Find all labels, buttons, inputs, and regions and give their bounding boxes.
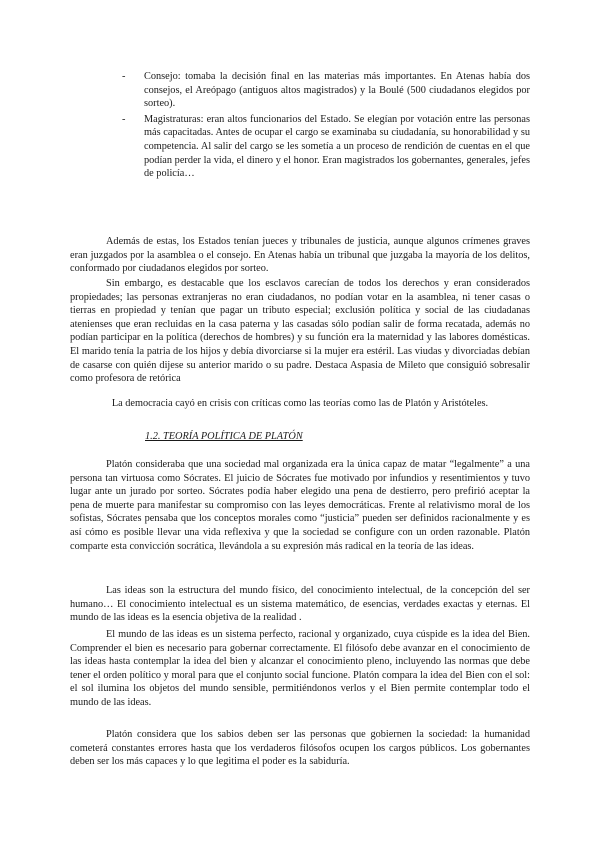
paragraph-esclavos: Sin embargo, es destacable que los esclavos carecían de todos los derechos y eran considerados propiedades; las personas extranjeras no eran ciudadanos, no podían votar en la asamblea, ni tener casas o tierras en propiedad y tenían que pagar un tributo especial; exclusión política y social de las ciudadanas atenienses que eran recluidas en la casa paterna y las casadas sólo podían salir de forma recatada, además no podían participar en la política (derechos de hombres) y su función era la maternidad y las labores domésticas. El marido tenía la patria de los hijos y debía divorciarse si la mujer era estéril. Las viudas y divorciadas debían de casarse con quién dijese su anterior marido o su padre. Destaca Aspasia de Mileto que consiguió sobresalir como profesora de retórica bbox=[70, 278, 530, 385]
bullet-item-magistraturas bbox=[122, 113, 530, 181]
bullet-marker: - bbox=[122, 71, 126, 82]
paragraph-sabios: Platón considera que los sabios deben ser las personas que gobiernen la sociedad: la humanidad cometerá constantes errores hasta que los verdaderos filósofos ocupen los cargos públicos. Los gobernantes deben ser los más capaces y lo que legitima el poder es la sabiduría. bbox=[70, 729, 530, 768]
bullet-text: Magistraturas: eran altos funcionarios del Estado. Se elegían por votación entre las personas más capacitadas. Antes de ocupar el cargo se examinaba su ciudadanía, su honorabilidad y su competencia. Al salir del cargo se les sometía a un proceso de rendición de cuentas en el que podían perder la vida, el dinero y el honor. Eran magistrados los gobernantes, generales, jefes de policía… bbox=[144, 113, 530, 180]
bullet-marker: - bbox=[122, 113, 126, 125]
paragraph-ideas: Las ideas son la estructura del mundo físico, del conocimiento intelectual, de la concepción del ser humano… El conocimiento intelectual es un sistema matemático, de esencias, verdades exactas y eternas. El mundo de las ideas es la esencia objetiva de la realidad . bbox=[70, 585, 530, 624]
paragraph-socrates: Platón consideraba que una sociedad mal organizada era la única capaz de matar “legalmente” a una persona tan virtuosa como Sócrates. El juicio de Sócrates fue motivado por infundios y resentimientos y tuvo lugar ante un jurado por sorteo. Sócrates podía haber elegido una pena de destierro, pero prefirió aceptar la pena de muerte para manifestar su compromiso con las leyes democráticas. Frente al relativismo moral de los sofistas, Sócrates pensaba que los conceptos morales como “justicia” pueden ser definidos racionalmente y es así cómo es posible llevar una vida reflexiva y que la sociedad se configure con un orden razonable. Platón comparte esta convicción socrática, llevándola a su expresión más radical en la teoría de las ideas. bbox=[70, 459, 530, 552]
bullet-item-consejo bbox=[122, 70, 530, 111]
paragraph-jueces: Además de estas, los Estados tenían jueces y tribunales de justicia, aunque algunos crímenes graves eran juzgados por la asamblea o el consejo. En Atenas había un tribunal que juzgaba la mayoría de los delitos, conformado por ciudadanos elegidos por sorteo. bbox=[70, 236, 530, 275]
bullet-list bbox=[122, 70, 530, 183]
paragraph-bien: El mundo de las ideas es un sistema perfecto, racional y organizado, cuya cúspide es la idea del Bien. Comprender el bien es necesario para gobernar correctamente. El filósofo debe avanzar en el conocimiento de las ideas hasta contemplar la idea del bien y alcanzar el conocimiento pleno, incluyendo las normas que debe tener el orden político y moral para que el conjunto social funcione. Platón compara la idea del Bien con el sol: el sol ilumina los objetos del mundo sensible, permitiéndonos verlos y el Bien permite contemplar todo el mundo de las ideas. bbox=[70, 629, 530, 708]
paragraph-crisis: La democracia cayó en crisis con críticas como las teorías como las de Platón y Aristóteles. bbox=[111, 398, 489, 409]
section-heading: 1.2. TEORÍA POLÍTICA DE PLATÓN bbox=[145, 431, 303, 442]
bullet-text: Consejo: tomaba la decisión final en las materias más importantes. En Atenas había dos consejos, el Areópago (antiguos altos magistrados) y la Boulé (500 ciudadanos elegidos por sorteo). bbox=[144, 71, 530, 110]
